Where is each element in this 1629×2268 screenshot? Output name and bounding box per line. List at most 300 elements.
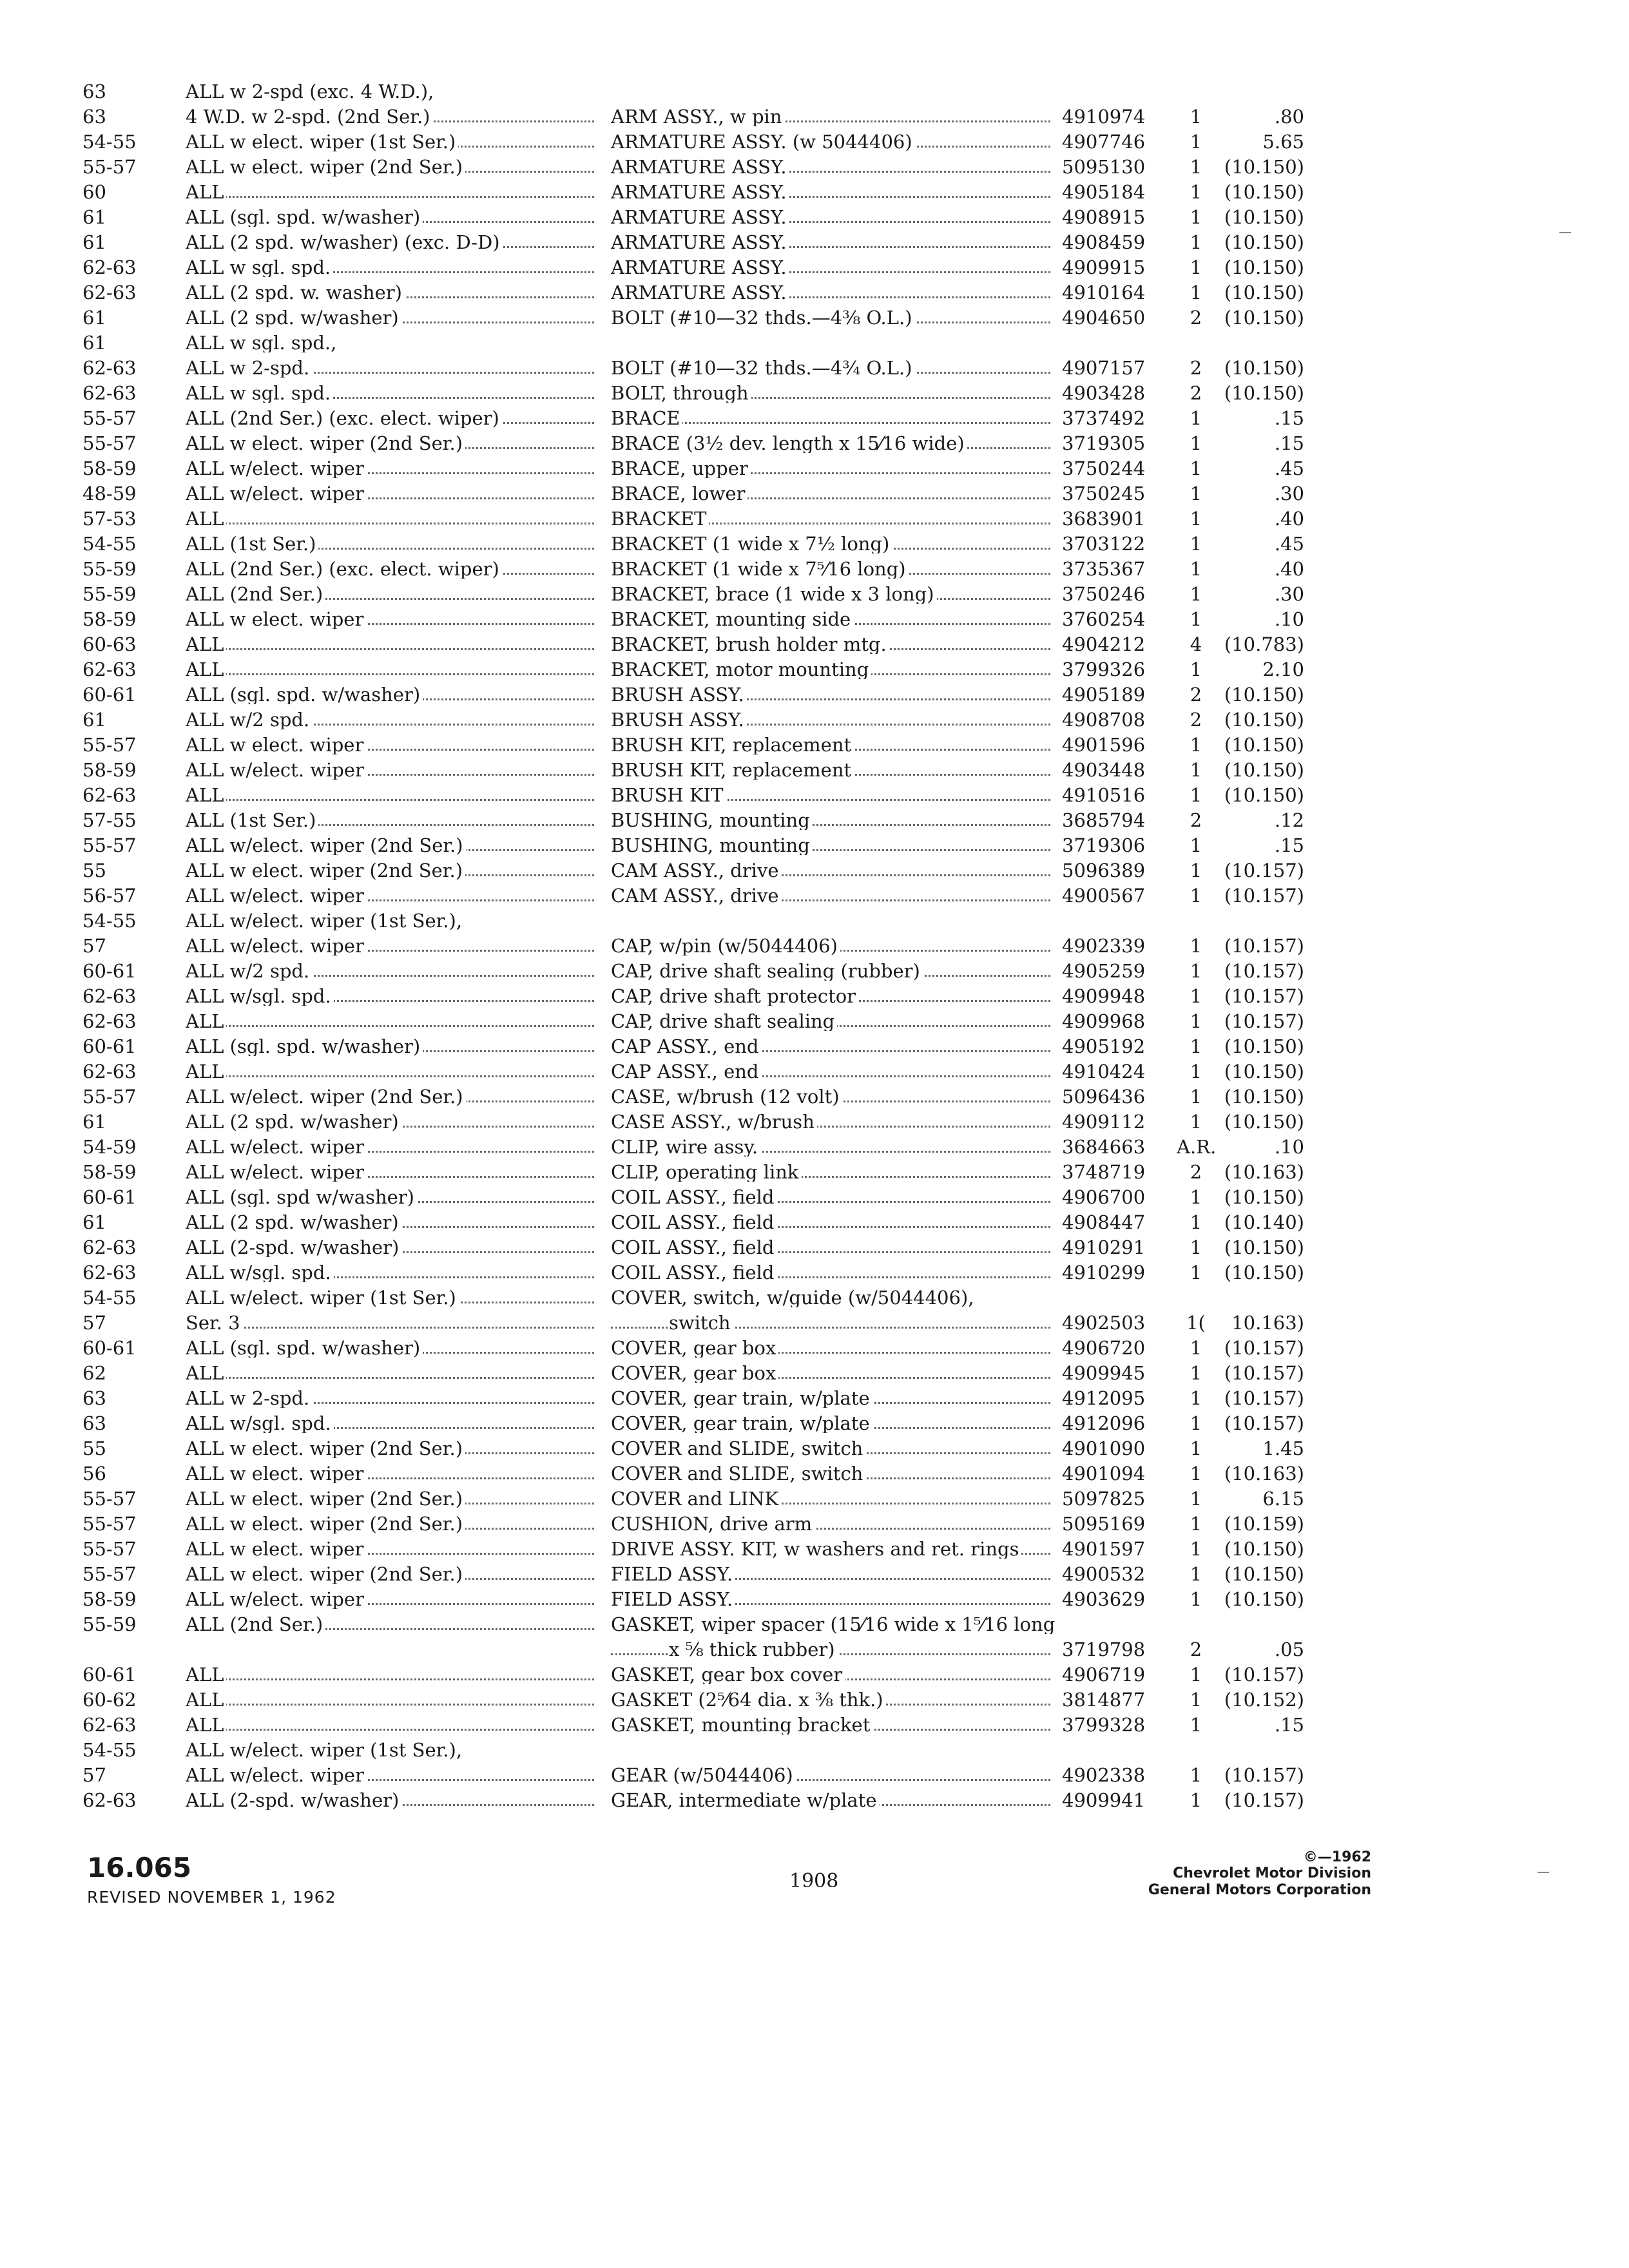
desc-text: BRACE, upper: [611, 459, 751, 478]
desc-text: BUSHING, mounting: [611, 836, 813, 855]
cell-grp: [1218, 1282, 1307, 1307]
desc-text: GASKET (2⁵⁄64 dia. x ⅜ thk.): [611, 1691, 886, 1709]
cell-app: [180, 177, 606, 202]
cell-part: [1062, 1735, 1177, 1760]
cell-app: [180, 1131, 606, 1157]
part-text: 4910299: [1062, 1262, 1148, 1282]
cell-year: [82, 252, 180, 277]
part-text: 4909915: [1062, 256, 1148, 277]
cell-year: [82, 1332, 180, 1358]
app-text: Ser. 3: [186, 1314, 243, 1332]
cell-qty: [1177, 654, 1218, 679]
cell-grp: [1218, 453, 1307, 478]
desc-text: FIELD ASSY.: [611, 1590, 735, 1609]
table-row: [82, 855, 1307, 880]
cell-qty: [1177, 1332, 1218, 1358]
part-text: 3685794: [1062, 809, 1148, 830]
grp-text: .40: [1275, 558, 1307, 579]
qty-text: 1: [1190, 1764, 1204, 1785]
part-text: 5097825: [1062, 1488, 1148, 1508]
grp-text: (10.150): [1224, 1111, 1307, 1131]
cell-year: [82, 1709, 180, 1735]
cell-qty: [1177, 302, 1218, 327]
cell-year: [82, 604, 180, 629]
table-row: [82, 654, 1307, 679]
table-row: [82, 1785, 1307, 1810]
grp-text: 1.45: [1262, 1437, 1307, 1458]
qty-text: 1: [1190, 407, 1204, 428]
cell-year: [82, 101, 180, 126]
grp-text: .15: [1275, 834, 1307, 855]
cell-grp: [1218, 302, 1307, 327]
cell-grp: [1218, 277, 1307, 302]
grp-text: (10.157): [1224, 860, 1307, 880]
cell-desc: [606, 1106, 1062, 1131]
desc-text: [611, 1739, 613, 1760]
desc-text: BRUSH KIT: [611, 786, 726, 805]
part-text: 3737492: [1062, 407, 1148, 428]
cell-part: [1062, 1785, 1177, 1810]
cell-grp: [1218, 1609, 1307, 1634]
cell-desc: [606, 202, 1062, 227]
desc-text: BRACKET, motor mounting: [611, 660, 871, 679]
part-text: 4901090: [1062, 1437, 1148, 1458]
cell-app: [180, 453, 606, 478]
app-text: ALL (1st Ser.): [186, 811, 318, 830]
cell-desc: [606, 1081, 1062, 1106]
year-text: 54-55: [82, 1739, 139, 1760]
cell-part: [1062, 956, 1177, 981]
cell-grp: [1218, 981, 1307, 1006]
cell-qty: [1177, 1257, 1218, 1282]
cell-app: [180, 880, 606, 905]
qty-text: 1: [1190, 457, 1204, 478]
cell-app: [180, 1358, 606, 1383]
year-text: 60-61: [82, 1035, 139, 1056]
cell-qty: [1177, 1006, 1218, 1031]
cell-year: [82, 880, 180, 905]
part-text: [1062, 81, 1065, 101]
app-text: ALL w elect. wiper (2nd Ser.): [186, 1490, 465, 1508]
year-text: 62-63: [82, 1236, 139, 1257]
grp-text: (10.159): [1224, 1513, 1307, 1533]
desc-text: BRACKET: [611, 510, 709, 528]
app-text: ALL (sgl. spd. w/washer): [186, 1339, 423, 1358]
year-text: 55: [82, 1437, 109, 1458]
cell-qty: [1177, 1056, 1218, 1081]
desc-text: CAP, drive shaft sealing: [611, 1012, 837, 1031]
year-text: 57: [82, 935, 109, 956]
app-text: ALL w/elect. wiper: [186, 1766, 367, 1785]
app-text: ALL w 2-spd (exc. 4 W.D.),: [186, 81, 436, 101]
desc-text: BRACE (3½ dev. length x 15⁄16 wide): [611, 434, 967, 453]
app-text: ALL w/elect. wiper: [186, 485, 367, 503]
grp-text: [1304, 332, 1307, 352]
cell-app: [180, 930, 606, 956]
cell-grp: [1218, 1358, 1307, 1383]
cell-app: [180, 1684, 606, 1709]
cell-grp: [1218, 1785, 1307, 1810]
cell-qty: [1177, 1508, 1218, 1533]
year-text: 62-63: [82, 1789, 139, 1810]
cell-desc: [606, 855, 1062, 880]
cell-part: [1062, 930, 1177, 956]
app-text: ALL (sgl. spd. w/washer): [186, 686, 423, 704]
qty-text: 1: [1190, 558, 1204, 579]
cell-qty: [1177, 981, 1218, 1006]
cell-year: [82, 956, 180, 981]
qty-text: 1: [1190, 935, 1204, 956]
app-text: ALL: [186, 1012, 226, 1031]
part-text: [1062, 1287, 1065, 1307]
cell-part: [1062, 579, 1177, 604]
grp-text: (10.150): [1224, 684, 1307, 704]
app-text: ALL w/elect. wiper (2nd Ser.): [186, 1088, 466, 1106]
year-text: 55-59: [82, 583, 139, 604]
desc-text: ARM ASSY., w pin: [611, 108, 784, 126]
cell-grp: [1218, 679, 1307, 704]
cell-part: [1062, 1006, 1177, 1031]
cell-desc: [606, 1257, 1062, 1282]
cell-app: [180, 1031, 606, 1056]
cell-grp: [1218, 478, 1307, 503]
cell-desc: [606, 1584, 1062, 1609]
app-text: ALL w sgl. spd.: [186, 258, 333, 277]
cell-part: [1062, 780, 1177, 805]
table-row: [82, 956, 1307, 981]
cell-app: [180, 905, 606, 930]
qty-text: 1: [1190, 1714, 1204, 1735]
cell-part: [1062, 177, 1177, 202]
division-name: Chevrolet Motor Division: [1173, 1865, 1371, 1882]
qty-text: 1: [1190, 1186, 1204, 1207]
cell-year: [82, 1684, 180, 1709]
qty-text: 1: [1190, 533, 1204, 553]
part-text: 3799328: [1062, 1714, 1148, 1735]
app-text: ALL w/elect. wiper: [186, 1590, 367, 1609]
table-row: [82, 880, 1307, 905]
app-text: ALL w sgl. spd.: [186, 384, 333, 403]
cell-app: [180, 679, 606, 704]
part-text: 4912096: [1062, 1412, 1148, 1433]
qty-text: 1: [1190, 860, 1204, 880]
app-text: ALL: [186, 183, 226, 202]
cell-grp: [1218, 1031, 1307, 1056]
year-text: 61: [82, 307, 109, 327]
table-row: [82, 1106, 1307, 1131]
table-row: [82, 1760, 1307, 1785]
table-row: [82, 252, 1307, 277]
cell-qty: [1177, 1131, 1218, 1157]
cell-qty: [1177, 1408, 1218, 1433]
app-text: ALL w/elect. wiper: [186, 761, 367, 780]
year-text: 63: [82, 1387, 109, 1408]
cell-part: [1062, 1659, 1177, 1684]
part-text: 4908447: [1062, 1211, 1148, 1232]
grp-text: (10.157): [1224, 1664, 1307, 1684]
cell-grp: [1218, 604, 1307, 629]
year-text: 61: [82, 709, 109, 729]
cell-desc: [606, 378, 1062, 403]
app-text: ALL: [186, 635, 226, 654]
year-text: 60-61: [82, 684, 139, 704]
cell-part: [1062, 1508, 1177, 1533]
cell-year: [82, 428, 180, 453]
year-text: 60-61: [82, 960, 139, 981]
cell-qty: [1177, 252, 1218, 277]
cell-year: [82, 1157, 180, 1182]
cell-app: [180, 76, 606, 101]
cell-year: [82, 327, 180, 352]
year-text: 55-57: [82, 1488, 139, 1508]
year-text: 55-57: [82, 156, 139, 177]
cell-year: [82, 277, 180, 302]
cell-part: [1062, 1609, 1177, 1634]
grp-text: (10.150): [1224, 734, 1307, 754]
part-text: 4906700: [1062, 1186, 1148, 1207]
qty-text: 1: [1190, 231, 1204, 252]
qty-text: 1: [1190, 1387, 1204, 1408]
cell-qty: [1177, 1584, 1218, 1609]
cell-app: [180, 1735, 606, 1760]
cell-app: [180, 1081, 606, 1106]
cell-qty: [1177, 503, 1218, 528]
cell-part: [1062, 654, 1177, 679]
cell-grp: [1218, 1735, 1307, 1760]
part-text: [1062, 1613, 1065, 1634]
cell-year: [82, 729, 180, 754]
desc-text: BRACKET, mounting side: [611, 610, 853, 629]
year-text: 62-63: [82, 256, 139, 277]
app-text: ALL (2-spd. w/washer): [186, 1238, 401, 1257]
part-text: 4905259: [1062, 960, 1148, 981]
desc-text: COVER, gear train, w/plate: [611, 1389, 872, 1408]
desc-text: BRUSH KIT, replacement: [611, 736, 854, 754]
grp-text: .80: [1275, 106, 1307, 126]
cell-app: [180, 1785, 606, 1810]
cell-app: [180, 629, 606, 654]
grp-text: .30: [1275, 583, 1307, 604]
cell-desc: [606, 1458, 1062, 1483]
desc-text: COVER, gear box: [611, 1339, 778, 1358]
grp-text: (10.157): [1224, 1362, 1307, 1383]
grp-text: (10.163): [1224, 1463, 1307, 1483]
desc-text: ARMATURE ASSY.: [611, 208, 789, 227]
part-text: [1062, 910, 1065, 930]
app-text: ALL: [186, 1691, 226, 1709]
cell-grp: [1218, 855, 1307, 880]
app-text: ALL (sgl. spd w/washer): [186, 1188, 417, 1207]
qty-text: 1: [1190, 106, 1204, 126]
desc-text: CASE, w/brush (12 volt): [611, 1088, 842, 1106]
cell-qty: [1177, 1483, 1218, 1508]
cell-app: [180, 956, 606, 981]
qty-text: 1: [1190, 1488, 1204, 1508]
cell-part: [1062, 1031, 1177, 1056]
qty-text: 1: [1190, 432, 1204, 453]
year-text: 57-55: [82, 809, 139, 830]
part-text: 4909948: [1062, 985, 1148, 1006]
app-text: ALL w elect. wiper: [186, 610, 366, 629]
cell-grp: [1218, 528, 1307, 553]
cell-grp: [1218, 1433, 1307, 1458]
cell-part: [1062, 1332, 1177, 1358]
part-text: 5096436: [1062, 1086, 1148, 1106]
app-text: ALL w/elect. wiper: [186, 937, 367, 956]
cell-part: [1062, 905, 1177, 930]
year-text: 62-63: [82, 784, 139, 805]
app-text: ALL w elect. wiper: [186, 1540, 366, 1559]
cell-desc: [606, 1634, 1062, 1659]
cell-desc: [606, 1408, 1062, 1433]
desc-text: COIL ASSY., field: [611, 1264, 776, 1282]
cell-qty: [1177, 327, 1218, 352]
grp-text: [1304, 81, 1307, 101]
cell-app: [180, 1709, 606, 1735]
cell-year: [82, 679, 180, 704]
grp-text: (10.150): [1224, 1563, 1307, 1584]
year-text: 60-61: [82, 1186, 139, 1207]
app-text: ALL w elect. wiper (2nd Ser.): [186, 434, 465, 453]
cell-part: [1062, 151, 1177, 177]
cell-desc: [606, 1483, 1062, 1508]
part-text: 4909968: [1062, 1010, 1148, 1031]
year-text: 56: [82, 1463, 109, 1483]
table-row: [82, 378, 1307, 403]
cell-app: [180, 1332, 606, 1358]
app-text: ALL (2nd Ser.) (exc. elect. wiper): [186, 409, 502, 428]
qty-text: 1: [1190, 256, 1204, 277]
cell-grp: [1218, 1760, 1307, 1785]
year-text: 55-59: [82, 1613, 139, 1634]
year-text: 57: [82, 1312, 109, 1332]
cell-year: [82, 1031, 180, 1056]
table-row: [82, 528, 1307, 553]
cell-part: [1062, 855, 1177, 880]
year-text: 62-63: [82, 357, 139, 378]
table-row: [82, 126, 1307, 151]
qty-text: 1: [1190, 156, 1204, 177]
grp-text: .05: [1275, 1639, 1307, 1659]
cell-grp: [1218, 101, 1307, 126]
cell-desc: [606, 704, 1062, 729]
qty-text: 1: [1190, 608, 1204, 629]
part-text: 4901094: [1062, 1463, 1148, 1483]
year-text: 60-62: [82, 1689, 139, 1709]
cell-year: [82, 1006, 180, 1031]
table-row: [82, 930, 1307, 956]
app-text: [186, 1639, 188, 1659]
cell-part: [1062, 252, 1177, 277]
year-text: 58-59: [82, 1588, 139, 1609]
grp-text: .15: [1275, 407, 1307, 428]
app-text: ALL w/elect. wiper: [186, 459, 367, 478]
cell-grp: [1218, 1584, 1307, 1609]
desc-text: BRUSH KIT, replacement: [611, 761, 854, 780]
cell-part: [1062, 1106, 1177, 1131]
cell-qty: [1177, 1157, 1218, 1182]
cell-part: [1062, 1408, 1177, 1433]
cell-desc: [606, 1358, 1062, 1383]
app-text: ALL (2 spd. w/washer) (exc. D-D): [186, 233, 503, 252]
cell-qty: [1177, 1106, 1218, 1131]
cell-qty: [1177, 1735, 1218, 1760]
cell-qty: [1177, 151, 1218, 177]
cell-year: [82, 981, 180, 1006]
app-text: ALL: [186, 510, 226, 528]
part-text: 4902503: [1062, 1312, 1148, 1332]
cell-grp: [1218, 1232, 1307, 1257]
cell-qty: [1177, 679, 1218, 704]
cell-desc: [606, 553, 1062, 579]
cell-app: [180, 1634, 606, 1659]
cell-year: [82, 126, 180, 151]
desc-text: ARMATURE ASSY.: [611, 284, 789, 302]
cell-grp: [1218, 553, 1307, 579]
cell-year: [82, 403, 180, 428]
cell-app: [180, 1307, 606, 1332]
cell-desc: [606, 453, 1062, 478]
year-text: 55-57: [82, 1563, 139, 1584]
cell-qty: [1177, 880, 1218, 905]
app-text: ALL w/elect. wiper (1st Ser.),: [186, 910, 465, 930]
cell-app: [180, 1584, 606, 1609]
cell-qty: [1177, 1282, 1218, 1307]
cell-year: [82, 1056, 180, 1081]
desc-text: x ⅝ thick rubber): [669, 1640, 838, 1659]
cell-year: [82, 1207, 180, 1232]
cell-grp: [1218, 1131, 1307, 1157]
cell-qty: [1177, 780, 1218, 805]
qty-text: 1: [1190, 1035, 1204, 1056]
cell-part: [1062, 880, 1177, 905]
app-text: ALL (2nd Ser.): [186, 585, 325, 604]
qty-text: 4: [1190, 633, 1204, 654]
year-text: 63: [82, 81, 109, 101]
desc-text: [611, 332, 613, 352]
qty-text: 1: [1190, 583, 1204, 604]
cell-year: [82, 1533, 180, 1559]
qty-text: 2: [1190, 709, 1204, 729]
cell-grp: [1218, 1383, 1307, 1408]
part-text: 3684663: [1062, 1136, 1148, 1157]
year-text: 57-53: [82, 508, 139, 528]
grp-text: (10.150): [1224, 1086, 1307, 1106]
cell-qty: [1177, 1760, 1218, 1785]
cell-year: [82, 1458, 180, 1483]
cell-grp: [1218, 1207, 1307, 1232]
cell-qty: [1177, 378, 1218, 403]
year-text: 62-63: [82, 1714, 139, 1735]
cell-year: [82, 830, 180, 855]
desc-text: DRIVE ASSY. KIT, w washers and ret. rings: [611, 1540, 1021, 1559]
part-text: [1062, 332, 1065, 352]
part-text: 4910164: [1062, 282, 1148, 302]
part-text: 3748719: [1062, 1161, 1148, 1182]
grp-text: .15: [1275, 432, 1307, 453]
cell-app: [180, 1006, 606, 1031]
table-row: [82, 679, 1307, 704]
table-row: [82, 1609, 1307, 1634]
grp-text: (10.150): [1224, 759, 1307, 780]
cell-desc: [606, 956, 1062, 981]
copyright-block: [1148, 1849, 1371, 1898]
cell-desc: [606, 754, 1062, 780]
table-row: [82, 1458, 1307, 1483]
cell-desc: [606, 1282, 1062, 1307]
part-text: 3750246: [1062, 583, 1148, 604]
cell-part: [1062, 1307, 1177, 1332]
